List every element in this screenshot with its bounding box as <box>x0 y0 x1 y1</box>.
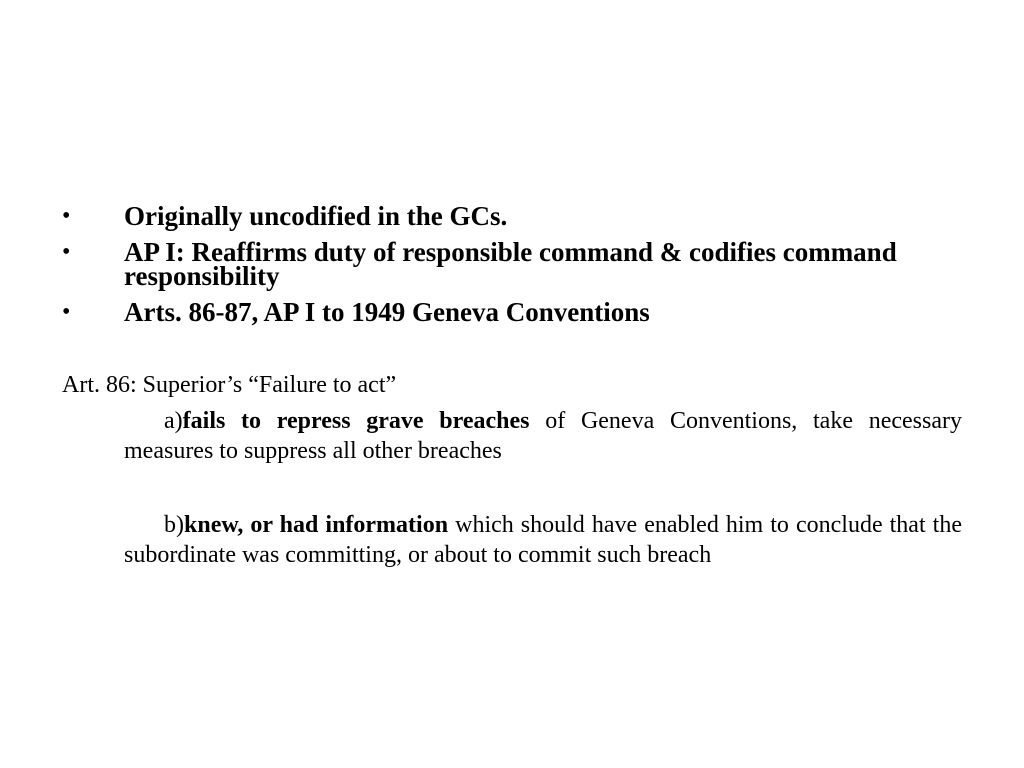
bullet-text: Arts. 86-87, AP I to 1949 Geneva Conventions <box>124 297 650 327</box>
clause-a-label: a) <box>164 408 183 434</box>
bullet-item <box>62 297 962 327</box>
bullet-item <box>62 237 962 291</box>
bullet-text: AP I: Reaffirms duty of responsible command & codifies command responsibility <box>124 237 897 291</box>
bullet-text: Originally uncodified in the GCs. <box>124 201 508 231</box>
bullet-list <box>62 201 962 336</box>
bullet-icon: • <box>62 203 71 229</box>
clause-b-emphasis: knew, or had information <box>184 512 449 538</box>
bullet-icon: • <box>62 299 71 325</box>
article-heading: Art. 86: Superior’s “Failure to act” <box>62 372 397 398</box>
clause-a-emphasis: fails to repress grave breaches <box>182 408 530 434</box>
clause-b-text: which should have enabled him to conclude that the subordinate was committing, or about to commit such breach <box>124 512 962 568</box>
bullet-item <box>62 201 962 231</box>
clause-a <box>124 406 962 466</box>
clause-b <box>124 510 962 570</box>
clause-b-label: b) <box>164 512 184 538</box>
clause-a-text: of Geneva Conventions, take necessary measures to suppress all other breaches <box>124 408 962 464</box>
bullet-icon: • <box>62 239 71 265</box>
